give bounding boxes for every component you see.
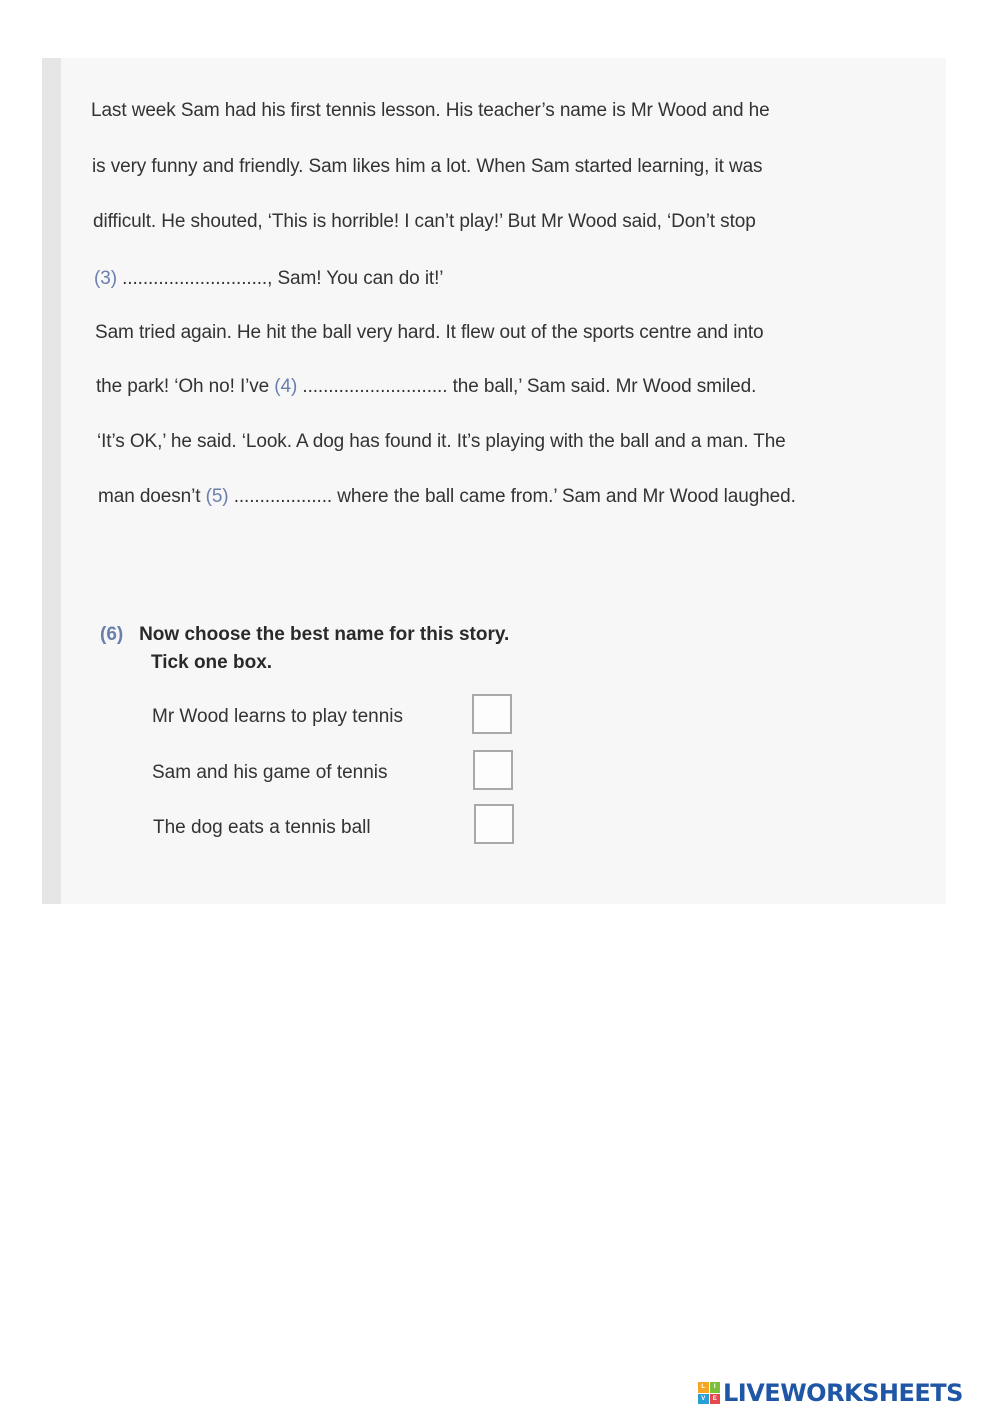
option-1-checkbox[interactable] (472, 694, 512, 734)
worksheet-scan (42, 58, 946, 904)
scan-left-edge (42, 58, 61, 904)
logo-mark-icon: L I V E (698, 1382, 720, 1404)
passage-line-8 (98, 486, 796, 508)
passage-line-4-text: ............................, Sam! You can do it!’ (116, 268, 444, 289)
passage-line-6 (96, 376, 756, 398)
passage-line-8-end: ................... where the ball came from.’ Sam and Mr Wood laughed. (228, 486, 796, 507)
brand-name: LIVEWORKSHEETS (723, 1379, 963, 1407)
passage-line-1: Last week Sam had his first tennis lesson. His teacher’s name is Mr Wood and he (91, 100, 770, 121)
option-2-checkbox[interactable] (473, 750, 513, 790)
passage-line-7: ‘It’s OK,’ he said. ‘Look. A dog has found it. It’s playing with the ball and a man. The (97, 431, 786, 452)
gap-number-5: (5) (205, 486, 229, 507)
question-number: (6) (100, 624, 124, 645)
liveworksheets-logo (698, 1376, 963, 1410)
option-3-label: The dog eats a tennis ball (153, 817, 371, 838)
gap-number-3: (3) (94, 268, 117, 289)
passage-line-4 (94, 268, 443, 290)
question-instruction-2: Tick one box. (151, 652, 273, 673)
passage-line-3: difficult. He shouted, ‘This is horrible! I can’t play!’ But Mr Wood said, ‘Don’t stop (93, 211, 756, 232)
question-heading (100, 624, 509, 646)
passage-line-5: Sam tried again. He hit the ball very hard. It flew out of the sports centre and into (95, 322, 764, 343)
option-2-label: Sam and his game of tennis (152, 762, 388, 783)
passage-line-6-end: ............................ the ball,’ Sam said. Mr Wood smiled. (297, 376, 757, 397)
passage-line-6-start: the park! ‘Oh no! I’ve (96, 376, 275, 397)
option-1-label: Mr Wood learns to play tennis (152, 706, 403, 727)
passage-line-2: is very funny and friendly. Sam likes him a lot. When Sam started learning, it was (92, 156, 763, 177)
gap-number-4: (4) (274, 376, 298, 397)
passage-line-8-start: man doesn’t (98, 486, 206, 507)
question-instruction-1: Now choose the best name for this story. (139, 624, 510, 645)
option-3-checkbox[interactable] (474, 804, 514, 844)
